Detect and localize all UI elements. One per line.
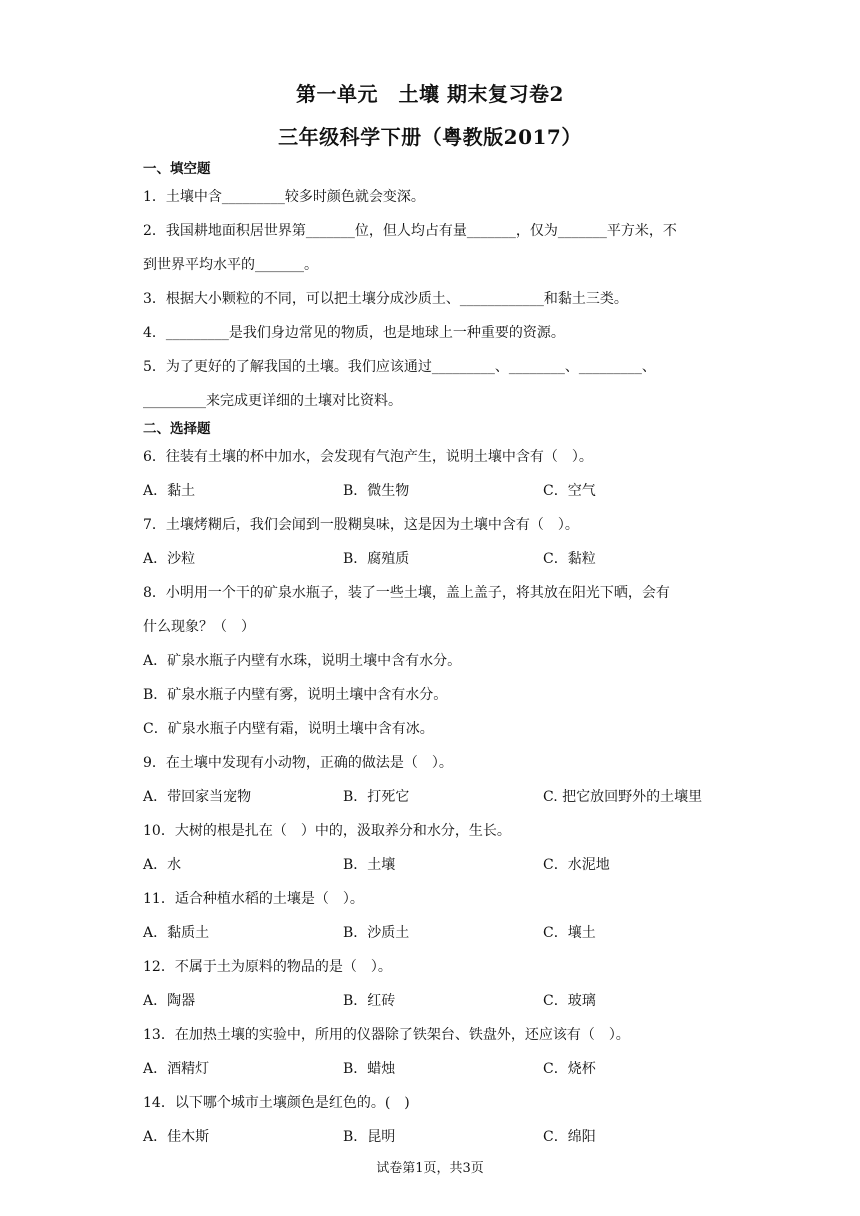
question-12-stem: 12．不属于土为原料的物品的是（ ）。 <box>143 959 392 975</box>
question-8-option-c: C．矿泉水瓶子内壁有霜，说明土壤中含有冰。 <box>143 721 434 737</box>
question-13-options <box>143 1052 723 1086</box>
question-1: 1．土壤中含_________较多时颜色就会变深。 <box>143 189 425 205</box>
option-a: A．沙粒 <box>143 551 196 567</box>
question-8-option-a: A．矿泉水瓶子内壁有水珠，说明土壤中含有水分。 <box>143 653 462 669</box>
option-a: A．水 <box>143 857 182 873</box>
option-c: C．绵阳 <box>543 1129 596 1145</box>
exam-subtitle: 三年级科学下册（粤教版2017） <box>278 125 582 149</box>
question-11-stem: 11．适合种植水稻的土壤是（ ）。 <box>143 891 364 907</box>
question-8-stem-line-2: 什么现象？（ ） <box>143 619 255 635</box>
option-a: A．带回家当宠物 <box>143 789 252 805</box>
question-12-options <box>143 984 723 1018</box>
option-b: B．腐殖质 <box>343 551 410 567</box>
question-6-stem: 6．往装有土壤的杯中加水，会发现有气泡产生，说明土壤中含有（ ）。 <box>143 449 593 465</box>
question-10-options <box>143 848 723 882</box>
option-c: C．空气 <box>543 483 596 499</box>
question-11-options <box>143 916 723 950</box>
question-8-stem-line-1: 8．小明用一个干的矿泉水瓶子，装了一些土壤，盖上盖子，将其放在阳光下晒，会有 <box>143 585 670 601</box>
question-2-line-1: 2．我国耕地面积居世界第_______位，但人均占有量_______，仅为_______平方米，不 <box>143 223 677 239</box>
option-c: C．壤土 <box>543 925 596 941</box>
option-c: C．烧杯 <box>543 1061 596 1077</box>
question-5-line-1: 5．为了更好的了解我国的土壤。我们应该通过_________、________、_________、 <box>143 359 656 375</box>
option-b: B．昆明 <box>343 1129 396 1145</box>
option-a: A．佳木斯 <box>143 1129 210 1145</box>
option-b: B．沙质土 <box>343 925 410 941</box>
option-b: B．微生物 <box>343 483 410 499</box>
option-c: C．玻璃 <box>543 993 596 1009</box>
question-9-options <box>143 780 723 814</box>
question-14-stem: 14．以下哪个城市土壤颜色是红色的。( ) <box>143 1095 410 1111</box>
option-c: C．黏粒 <box>543 551 596 567</box>
option-b: B．土壤 <box>343 857 396 873</box>
option-a: A．黏土 <box>143 483 196 499</box>
option-c: C．水泥地 <box>543 857 610 873</box>
option-b: B．红砖 <box>343 993 396 1009</box>
exam-content <box>143 158 723 1154</box>
question-4: 4．_________是我们身边常见的物质，也是地球上一种重要的资源。 <box>143 325 565 341</box>
question-9-stem: 9．在土壤中发现有小动物，正确的做法是（ ）。 <box>143 755 453 771</box>
question-13-stem: 13．在加热土壤的实验中，所用的仪器除了铁架台、铁盘外，还应该有（ ）。 <box>143 1027 630 1043</box>
option-b: B．打死它 <box>343 789 410 805</box>
option-a: A．陶器 <box>143 993 196 1009</box>
exam-title: 第一单元 土壤 期末复习卷2 <box>296 82 564 106</box>
option-a: A．酒精灯 <box>143 1061 210 1077</box>
question-10-stem: 10．大树的根是扎在（ ）中的，汲取养分和水分，生长。 <box>143 823 511 839</box>
question-2-line-2: 到世界平均水平的_______。 <box>143 257 318 273</box>
option-b: B．蜡烛 <box>343 1061 396 1077</box>
section-heading-fill-blank: 一、填空题 <box>143 161 211 177</box>
question-8-option-b: B．矿泉水瓶子内壁有雾，说明土壤中含有水分。 <box>143 687 448 703</box>
option-a: A．黏质土 <box>143 925 210 941</box>
question-5-line-2: _________来完成更详细的土壤对比资料。 <box>143 393 402 409</box>
section-heading-choice: 二、选择题 <box>143 421 211 437</box>
option-c: C. 把它放回野外的土壤里 <box>543 789 703 805</box>
question-6-options <box>143 474 723 508</box>
question-7-stem: 7．土壤烤糊后，我们会闻到一股糊臭味，这是因为土壤中含有（ ）。 <box>143 517 579 533</box>
question-7-options <box>143 542 723 576</box>
question-3: 3．根据大小颗粒的不同，可以把土壤分成沙质土、____________和黏土三类。 <box>143 291 628 307</box>
question-14-options <box>143 1120 723 1154</box>
page-footer: 试卷第1页，共3页 <box>376 1161 484 1176</box>
